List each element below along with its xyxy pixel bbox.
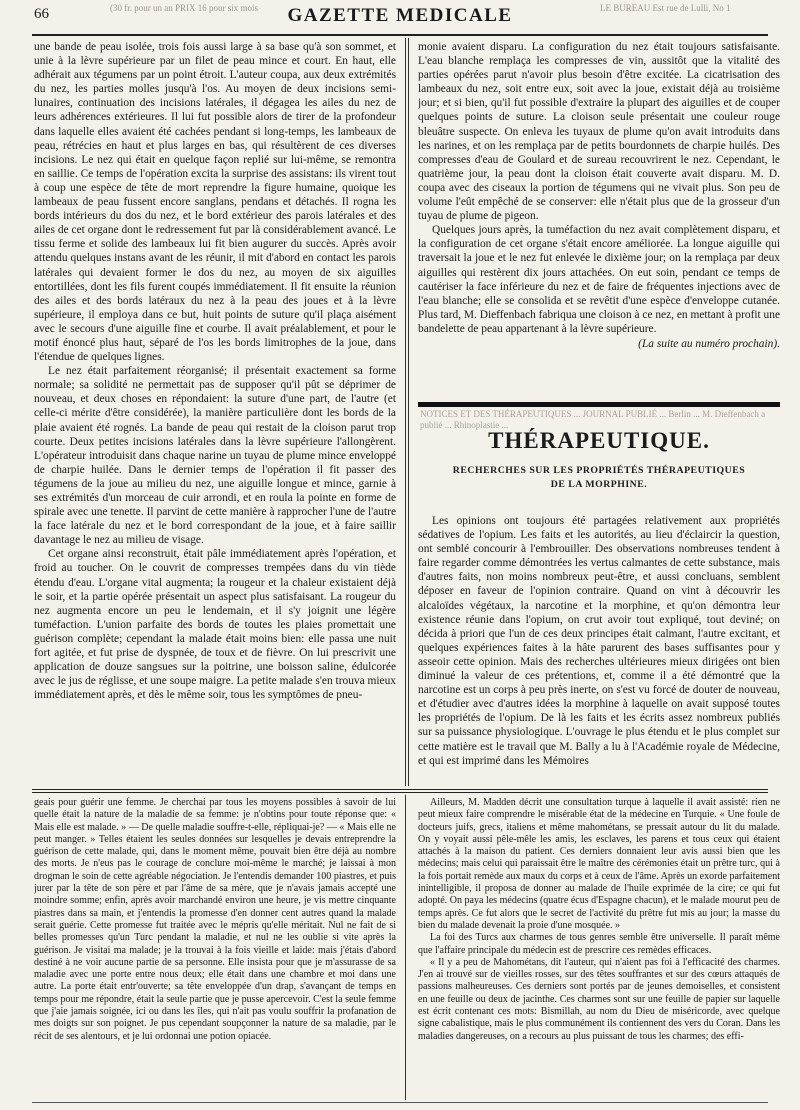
paragraph: La foi des Turcs aux charmes de tous genres semble être universelle. Il paraît même que l'affaire principale du médecin est de prescrire ces remèdes efficaces. bbox=[418, 932, 780, 956]
paragraph: Cet organe ainsi reconstruit, était pâle immédiatement après l'opération, et froid au toucher. On le couvrit de compresses trempées dans du vin tiède étendu d'eau. L'organe vital augmenta; la rougeur et la chaleur existaient déjà le soir, et la partie opérée présentait un aspect plus satisfaisant. La rougeur du nez augmenta encore un peu le lendemain, et il s'y joignit une légère tuméfaction. L'union parfaite des bords de toutes les plaies promettait une guérison complète; cependant la malade était moins bien: elle passa une nuit fort agitée, et fut prise de dyspnée, de toux et de fièvre. On lui prescrivit une application de douze sangsues sur la poitrine, une boisson saline, édulcorée avec le jus de réglisse, et une soupe maigre. La petite malade s'en trouva mieux immédiatement après, et dès le même soir, tous les symptômes de pneu- bbox=[34, 548, 396, 702]
paragraph: Le nez était parfaitement réorganisé; il présentait exactement sa forme normale; sa solidité ne permettait pas de supposer qu'il pût se déprimer de nouveau, et deux choses en répondaient: la suture d'une part, de l'autre (et celle-ci mérite d'être considérée), la manière particulière dont les bords de la plaie avaient été rognés. La bande de peau qui restait de la cloison parut trop courte. Deux petites incisions latérales dans la lèvre supérieure l'allongèrent. L'opérateur introduisit dans chaque narine un tuyau de plume mince enveloppé de charpie huilée. Dans le dernier temps de l'opération il fit passer des tégumens de la joue au milieu du nez, une aiguille longue et mince, garnie à ses extrémités d'un morceau de cuir arrondi, et en roula la pointe en forme de spirale avec une tenette. Il parvint de cette manière à rapprocher l'une de l'autre la face latérale du nez et le bord correspondant de la joue, et à faire saillir davantage le nez au milieu de visage. bbox=[34, 365, 396, 547]
masthead-title: GAZETTE MEDICALE bbox=[287, 5, 513, 26]
paragraph: geais pour guérir une femme. Je cherchai par tous les moyens possibles à savoir de lui quelle était la nature de la maladie de sa femme: je n'obtins pour toute réponse que: « Mais elle est malade. » — De quelle maladie souffre-t-elle, répliquai-je? — « Mais elle ne peut manger. » Telles étaient les seules données sur lesquelles je devais entreprendre la guérison de cette malade, qui, dans le moment même, pouvait bien être déjà au nombre des morts. Je n'eus pas le courage de conclure moi-même le marché; je laissai à mon drogman le soin de cette agréable négociation. Je l'entendis demander 100 piastres, et puis jurer par la tête de son père et par l'âme de sa mère, que je n'avais jamais accepté une moindre somme; enfin, après avoir marchandé environ une heure, je vis mettre cinquante piastres dans sa main, et j'entendis la promesse d'en donner cent autres quand la malade serait guérie. Cette promesse fut traitée avec le mépris qu'elle méritait. Nul ne fait de si belles promesses qu'un Turc pendant la maladie, et nul ne les oublie si vite après la guérison. Je visitai ma malade; je la trouvai à la fois vieille et laide: mais j'étais d'abord destiné à ne voir aucune partie de sa personne. Elle insista pour que je m'assurasse de sa maladie avec une porte entre nous deux; elle était dans une chambre et moi dans une autre. La porte était entr'ouverte; sa tête enveloppée d'un drap, s'avançant de temps en temps pour me répondre, était la seule partie que je pusse apercevoir. C'est la seule femme que j'aie jamais soignée, ici ou dans les îles, qui n'ait pas voulu souffrir la profanation de mes doigts sur son poignet. Je pus cependant soupçonner la nature de sa maladie, par le récit de ses alentours, et je lui ordonnai une potion opiacée. bbox=[34, 797, 396, 1042]
bleed-through-text: NOTICES ET DES THÉRAPEUTIQUES ... JOURNAL PUBLIÉ ... Berlin ... M. Dieffenbach a publié ... Rhinoplastie ... bbox=[420, 409, 766, 430]
feuilleton-rule bbox=[32, 792, 768, 793]
continued-note: (La suite au numéro prochain). bbox=[638, 337, 780, 350]
page-number: 66 bbox=[34, 6, 49, 22]
bleed-through-header-left: (30 fr. pour un an PRIX 16 pour six mois bbox=[110, 3, 258, 13]
feuilleton-right-column bbox=[418, 797, 780, 1097]
column-divider bbox=[408, 38, 409, 786]
paragraph: Quelques jours après, la tuméfaction du nez avait complètement disparu, et la configuration de cet organe s'était encore améliorée. La longue aiguille qui traversait la joue et le nez fut enlevée le dixième jour; on la remplaça par deux aiguilles qui restèrent dix jours attachées. On eut soin, pendant ce temps de cautériser la face inférieure du nez et de faire de fréquentes injections avec de l'eau blanche; elle se consolida et se revêtit d'une espèce d'enveloppe cutanée. Plus tard, M. Dieffenbach fabriqua une cloison à ce nez, en mettant à profit une bandelette de peau appartenant à la lèvre supérieure. bbox=[418, 224, 780, 335]
paragraph: Les opinions ont toujours été partagées relativement aux propriétés sédatives de l'opium. Les faits et les autorités, au lieu d'éclaircir la question, ont semblé concourir à l'embrouiller. Des observations nombreuses tendent à faire regarder comme démontrées les vertus calmantes de cette substance, mais d'autres faits, non moins nombreux peut-être, et aussi concluans, semblent déposer en faveur de l'opinion contraire. Quand on vint à découvrir les alcaloïdes végétaux, la narcotine et la morphine, et qu'on démontra leur existence réunie dans l'opium, on crut avoir tout expliqué, tout deviné; on décida à priori que l'un de ces deux principes était calmant, l'autre excitant, et quelques expériences faites à la hâte parurent des bases suffisantes pour y asseoir cette opinion. Mais des recherches ultérieures mieux dirigées ont bien diminué la valeur de ces prétentions, et, comme il a été démontré que la narcotine est un corps à peu près inerte, on s'est vu forcé de douter de nouveau, et d'étudier avec d'autres idées la morphine à laquelle on avait supposé toutes les propriétés de l'opium. De là les faits et les écrits assez nombreux publiés sur sa puissance physiologique. L'ouvrage le plus étendu et le plus complet sur cette matière est le travail que M. Bally a lu à l'Académie royale de Médecine, et qui est imprimé dans les Mémoires bbox=[418, 515, 780, 767]
right-column bbox=[418, 40, 780, 385]
section-title: THÉRAPEUTIQUE. bbox=[488, 428, 710, 453]
article-title bbox=[418, 464, 780, 492]
paragraph: une bande de peau isolée, trois fois aussi large à sa base qu'à son sommet, et unie à la lèvre supérieure par un filet de peau mince et court. En haut, elle adhérait aux tégumens par un point étroit. L'auteur coupa, aux deux extrémités du nez, les parties molles jusqu'à l'os. Au moyen de deux incisions semi-lunaires, continuation des incisions latérales, il dégagea les ailes du nez de leurs adhérences extérieures. Il lui fut possible alors de tirer de la profondeur dans laquelle elles avaient été cachées pendant si long-temps, les lambeaux de peau, rétrécies en haut et plus larges en bas, qui résultèrent de ces diverses incisions. Le nez qui était en quelque façon replié sur lui-même, se remontra en saillie. Ce temps de l'opération excita la surprise des assistans: ils virent tout à coup une espèce de tête de mort reprendre la figure humaine, quoique les lambeaux de peau fussent encore sanglans, pendans et détachés. Il rogna les bords intérieurs du dos du nez, et le bord extérieur des parois latérales et des ailes de cet organe dont le redressement fut par là considérablement avancé. Le tissu ferme et solide des lambeaux lui fit bien augurer du succès. Après avoir attendu quelques instans avant de les réunir, il mit d'abord en contact les parois latérales qui devaient former le dos du nez, au moyen de six aiguilles entortillées, dont les fils furent coupés immédiatement. Il fit ensuite la réunion des ailes et des bords latéraux du nez à la peau des joues et à la lèvre supérieure, il employa dans ce but, huit points de suture qu'il plaça aisément avec le secours d'une aiguille fine et courbe. Il avait préalablement, et pour le motif énoncé plus haut, séparé de l'os les bords limitrophes de la joue, dans l'étendue de quelques lignes. bbox=[34, 41, 396, 364]
header-rule bbox=[32, 34, 768, 36]
bleed-through-header-right: LE BUREAU Est rue de Lulli, No 1 bbox=[600, 3, 731, 13]
paragraph: Ailleurs, M. Madden décrit une consultation turque à laquelle il avait assisté: rien ne peut mieux faire comprendre le misérable état de la médecine en Turquie. « Une foule de docteurs juifs, grecs, italiens et même mahométans, se pressait autour du lit du malade. On y voyait aussi pêle-mêle les amis, les esclaves, les parens et tous ceux qui étaient attachés à la maison du patient. Ces derniers donnaient leur avis aussi bien que les médecins; mais celui qui paraissait être le maître des cérémonies était un prêtre turc, qui à la fois portait remède aux maux du corps et à ceux de l'âme. Après un exorde parfaitement inintelligible, il proposa de donner au malade de l'huile exprimée de la cire; ce qui fut adopté. On paya les médecins (quatre écus d'Espagne chacun), et le malade mourut peu de temps après. Ce fut alors que le secret de l'activité du prêtre fut mis au jour; la masse du bien du malade devenait la proie d'une mosquée. » bbox=[418, 797, 780, 931]
feuilleton-left-column bbox=[34, 797, 396, 1097]
footer-rule bbox=[32, 1102, 768, 1103]
paragraph: « Il y a peu de Mahométans, dit l'auteur, qui n'aient pas foi à l'efficacité des charmes. J'en ai trouvé sur de vieilles rosses, sur des têtes souffrantes et sur des cœurs attaqués de passions malheureuses. Ces derniers sont portés par de jeunes demoiselles, et consistent en une feuille ou deux de jacinthe. Ces charmes sont sur une feuille de papier sur laquelle est écrit contenant ces mots: Bismillah, au nom du Dieu de miséricorde, avec quelque signe cabalistique, mais le plus communément ils contiennent des vers du Coran. Dans les maladies dangereuses, on a recours au plus puissant de tous les charmes; des effi- bbox=[418, 956, 780, 1042]
article-title-line: DE LA MORPHINE. bbox=[550, 479, 648, 490]
left-column bbox=[34, 40, 396, 785]
column-divider bbox=[405, 795, 406, 1100]
column-divider bbox=[405, 38, 406, 786]
section-separator bbox=[418, 402, 780, 407]
therapeutics-column bbox=[418, 514, 780, 786]
feuilleton-rule bbox=[32, 789, 768, 790]
paragraph: monie avaient disparu. La configuration du nez était toujours satisfaisante. L'eau blanche remplaça les compresses de vin, aussitôt que la vitalité des parties opérées parut n'avoir plus besoin d'être excitée. La cicatrisation des lambeaux du nez, soit entre eux, soit avec la joue, existait déjà au troisième jour; et si bien, qu'il fut possible d'extraire la plupart des aiguilles et de couper quelques points de suture. La cloison seule présentait une couleur rouge bleuâtre suspecte. On enleva les tuyaux de plume qu'on avait introduits dans les narines, et on les remplaça par de petits bourdonnets de charpie huilés. Des compresses d'eau de Goulard et de sureau recouvrirent le nez. Cependant, le quatrième jour, la peau dont la cloison était couverte avait disparu. M. D. coupa avec des ciseaux la portion de tégumens qui ne vivait plus. Son peu de volume l'eût empêché de se conserver: elle n'était plus que de la grosseur d'un tuyau de plume de pigeon. bbox=[418, 41, 780, 223]
article-title-line: RECHERCHES SUR LES PROPRIÉTÉS THÉRAPEUTIQUES bbox=[452, 465, 746, 476]
